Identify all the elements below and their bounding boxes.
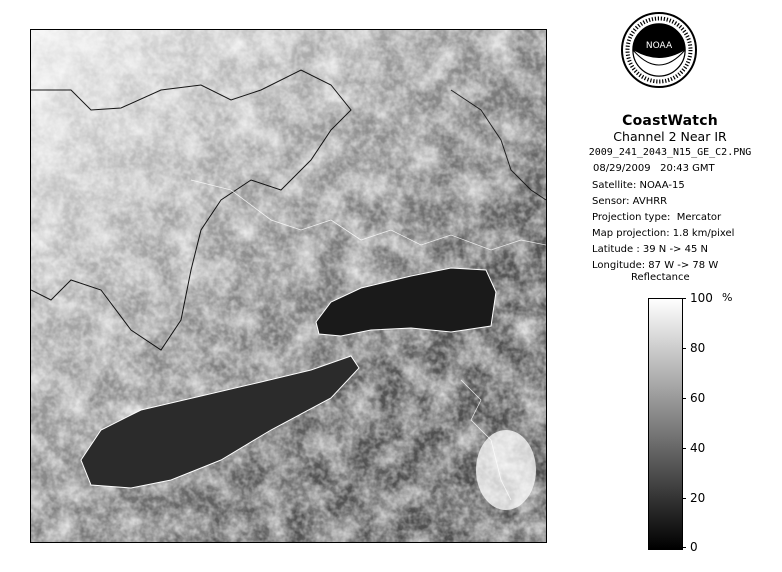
image-filename: 2009_241_2043_N15_GE_C2.PNG [588, 147, 752, 158]
noaa-logo-icon [619, 10, 699, 110]
colorbar-tick-label: 40 [690, 441, 706, 455]
colorbar-label: Reflectance [631, 272, 690, 283]
logo-text: NOAA [645, 41, 673, 51]
longitude-range: Longitude: 87 W -> 78 W [592, 260, 719, 271]
satellite-map-svg [31, 30, 546, 542]
channel-subtitle: Channel 2 Near IR [613, 129, 727, 144]
colorbar-tick [682, 298, 686, 299]
colorbar-tick [682, 448, 686, 449]
projection-type: Projection type: Mercator [592, 212, 722, 223]
colorbar-tick [682, 498, 686, 499]
colorbar-tick-label: 0 [690, 540, 698, 554]
satellite-info: Satellite: NOAA-15 [592, 180, 685, 191]
colorbar-tick [682, 547, 686, 548]
satellite-image [30, 29, 547, 543]
product-title: CoastWatch [622, 113, 718, 129]
colorbar-unit: % [722, 291, 733, 304]
date-time: 08/29/2009 20:43 GMT [593, 163, 715, 174]
colorbar-tick-label: 20 [690, 491, 706, 505]
colorbar-tick-label: 80 [690, 341, 706, 355]
reflectance-colorbar [648, 298, 683, 550]
sensor-info: Sensor: AVHRR [592, 196, 668, 207]
latitude-range: Latitude : 39 N -> 45 N [592, 244, 708, 255]
colorbar-tick [682, 348, 686, 349]
colorbar-tick [682, 398, 686, 399]
colorbar-tick-label: 60 [690, 391, 706, 405]
map-projection: Map projection: 1.8 km/pixel [592, 228, 735, 239]
colorbar-tick-label: 100 [690, 291, 713, 305]
